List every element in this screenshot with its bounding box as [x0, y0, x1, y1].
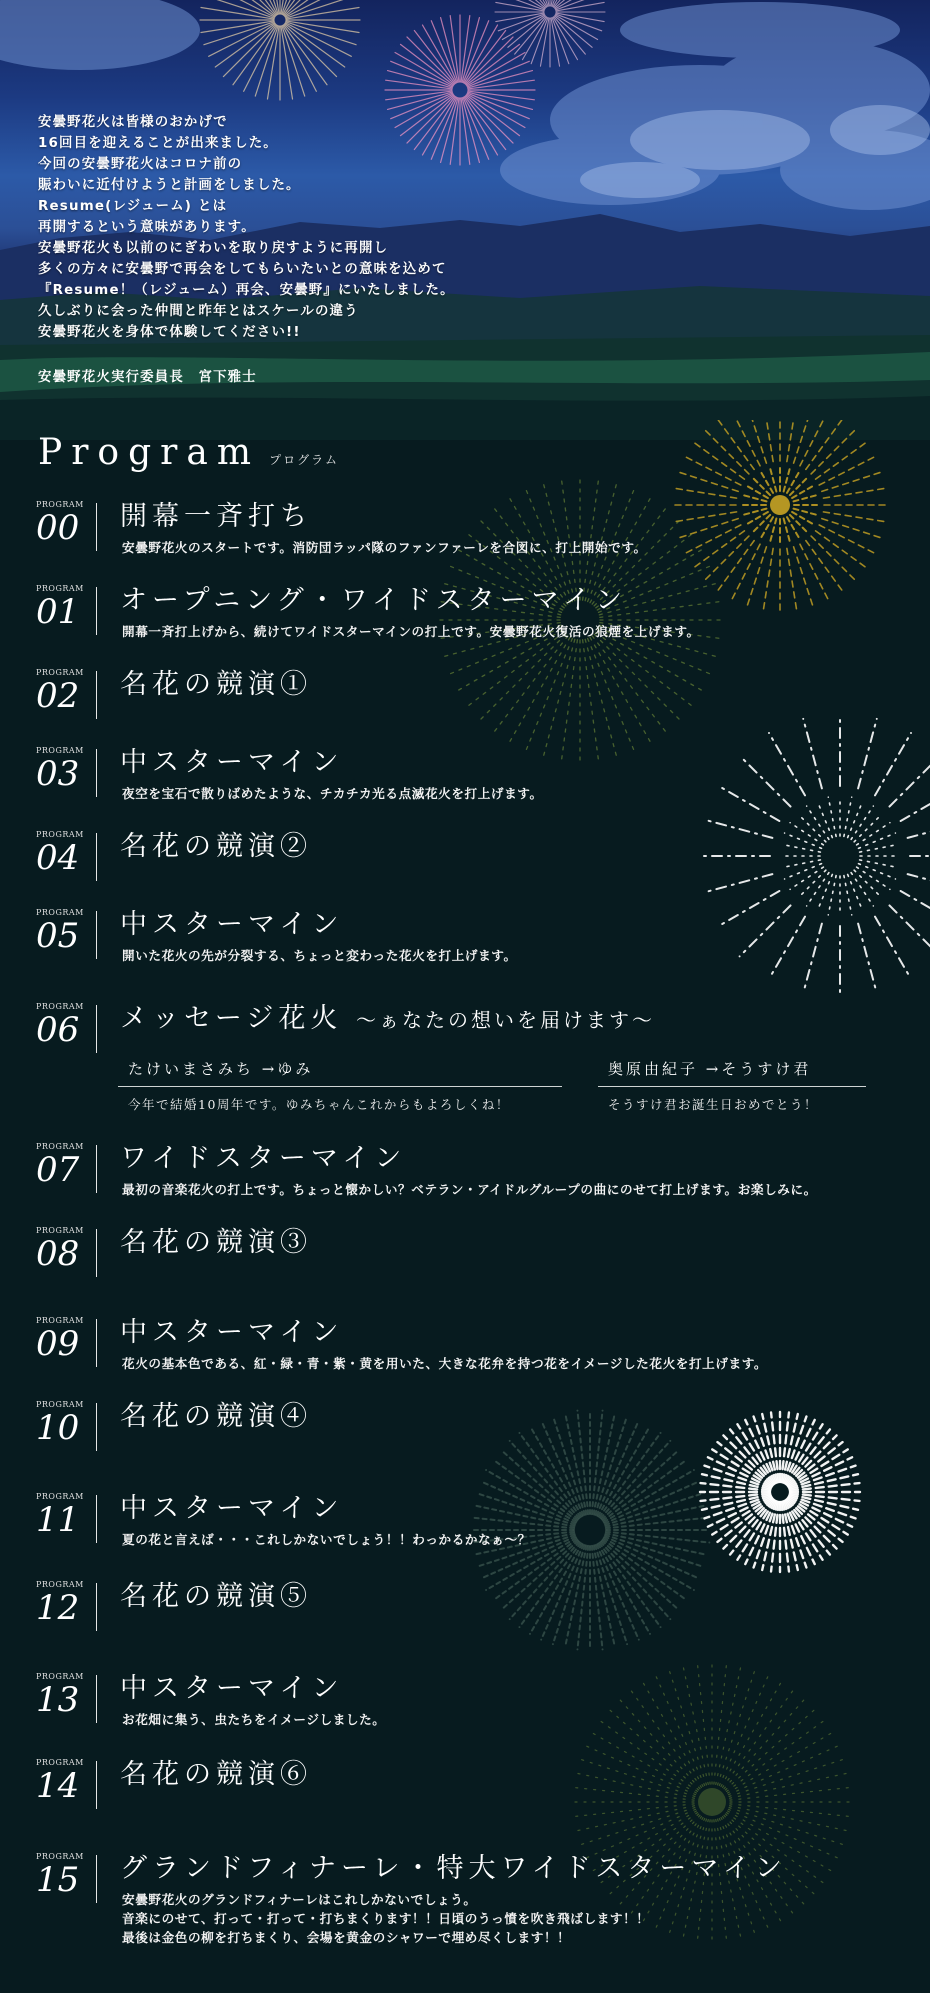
program-number — [36, 1672, 94, 1719]
greeting-line: 安曇野花火も以前のにぎわいを取り戻すように再開し — [38, 241, 389, 256]
program-number — [36, 1400, 94, 1447]
program-number — [36, 668, 94, 715]
divider — [96, 1495, 97, 1543]
program-heading-ja: プログラム — [269, 453, 339, 467]
program-number-value: 13 — [36, 1680, 80, 1720]
greeting-line: 『Resume！（レジューム）再会、安曇野』にいたしました。 — [38, 283, 455, 298]
program-description — [122, 1354, 767, 1373]
program-title-text: 名花の競演② — [120, 831, 312, 862]
divider — [96, 1675, 97, 1723]
program-title-text: オープニング・ワイドスターマイン — [120, 585, 628, 616]
program-number — [36, 584, 94, 631]
divider — [96, 1145, 97, 1193]
program-number-value: 11 — [36, 1500, 80, 1540]
program-label: PROGRAM — [36, 1142, 84, 1151]
program-title-text: 名花の競演⑤ — [120, 1581, 312, 1612]
program-description — [122, 1530, 531, 1549]
program-title-text: メッセージ花火 — [120, 1003, 343, 1034]
divider — [96, 1855, 97, 1903]
program-number-value: 12 — [36, 1588, 80, 1628]
program-number-value: 00 — [36, 508, 80, 548]
program-title-text: 開幕一斉打ち — [120, 501, 312, 532]
program-number — [36, 1492, 94, 1539]
program-label: PROGRAM — [36, 830, 84, 839]
program-label: PROGRAM — [36, 1580, 84, 1589]
program-number-value: 04 — [36, 838, 80, 878]
white-firework-icon — [698, 714, 930, 998]
program-label: PROGRAM — [36, 668, 84, 677]
program-title — [120, 1226, 312, 1260]
program-title — [120, 1492, 343, 1526]
program-number — [36, 746, 94, 793]
greeting-line: 安曇野花火を身体で体験してください!! — [38, 325, 301, 340]
program-label: PROGRAM — [36, 746, 84, 755]
program-title — [120, 1002, 655, 1037]
program-number-value: 05 — [36, 916, 80, 956]
program-description-line: 開幕一斉打上げから、続けてワイドスターマインの打上です。安曇野花火復活の狼煙を上げます。 — [122, 624, 700, 639]
program-number — [36, 1852, 94, 1899]
program-label: PROGRAM — [36, 1316, 84, 1325]
greeting-line: 16回目を迎えることが出来ました。 — [38, 136, 278, 151]
greeting-line: 賑わいに近付けようと計画をしました。 — [38, 178, 301, 193]
program-label: PROGRAM — [36, 1002, 84, 1011]
program-description-line: 安曇野花火のグランドフィナーレはこれしかないでしょう。 — [122, 1892, 477, 1907]
message-card — [598, 1058, 866, 1113]
greeting-line: Resume(レジューム) とは — [38, 199, 228, 214]
program-description-line: 安曇野花火のスタートです。消防団ラッパ隊のファンファーレを合図に、打上開始です。 — [122, 540, 647, 555]
greeting-line: 多くの方々に安曇野で再会をしてもらいたいとの意味を込めて — [38, 262, 447, 277]
program-title-text: 中スターマイン — [120, 1493, 344, 1524]
program-title — [120, 1672, 343, 1706]
divider — [118, 1086, 562, 1087]
program-description — [122, 1710, 386, 1729]
greeting-line: 今回の安曇野花火はコロナ前の — [38, 157, 243, 172]
program-label: PROGRAM — [36, 1226, 84, 1235]
program-title — [120, 1400, 312, 1434]
greeting-line: 再開するという意味があります。 — [38, 220, 256, 235]
program-number-value: 10 — [36, 1408, 80, 1448]
divider — [96, 1761, 97, 1809]
message-to: 奥原由紀子 →そうすけ君 — [608, 1060, 812, 1078]
signature: 安曇野花火実行委員長 宮下雅士 — [38, 370, 257, 385]
divider — [96, 671, 97, 719]
program-label: PROGRAM — [36, 584, 84, 593]
program-title — [120, 1316, 343, 1350]
program-description-line: 最後は金色の柳を打ちまくり、会場を黄金のシャワーで埋め尽くします！！ — [122, 1930, 571, 1945]
program-number-value: 07 — [36, 1150, 80, 1190]
program-number — [36, 1226, 94, 1273]
program-label: PROGRAM — [36, 1852, 84, 1861]
program-heading — [38, 432, 339, 473]
message-body: そうすけ君お誕生日おめでとう！ — [608, 1097, 819, 1112]
program-description-line: 最初の音楽花火の打上です。ちょっと懐かしい？ベテラン・アイドルグループの曲にのせて打上げます。お楽しみに。 — [122, 1182, 817, 1197]
divider — [96, 749, 97, 797]
program-title — [120, 830, 312, 864]
program-label: PROGRAM — [36, 1400, 84, 1409]
program-title — [120, 746, 343, 780]
greeting-line: 久しぶりに会った仲間と昨年とはスケールの違う — [38, 304, 359, 319]
program-label: PROGRAM — [36, 500, 84, 509]
program-number — [36, 830, 94, 877]
program-label: PROGRAM — [36, 908, 84, 917]
program-number — [36, 1580, 94, 1627]
program-title — [120, 500, 312, 534]
program-description-line: 花火の基本色である、紅・緑・青・紫・黄を用いた、大きな花弁を持つ花をイメージした花火を打上げます。 — [122, 1356, 768, 1371]
program-description — [122, 946, 517, 965]
program-number-value: 14 — [36, 1766, 80, 1806]
divider — [96, 911, 97, 959]
program-label: PROGRAM — [36, 1758, 84, 1767]
program-number — [36, 1142, 94, 1189]
divider — [96, 1005, 97, 1053]
program-title — [120, 1142, 406, 1176]
program-description — [122, 784, 543, 803]
program-number-value: 01 — [36, 592, 80, 632]
program-description-line: 夏の花と言えば・・・これしかないでしょう！！わっかるかなぁ〜？ — [122, 1532, 531, 1547]
program-description-line: 音楽にのせて、打って・打って・打ちまくります！！日頃のうっ憤を吹き飛ばします！！ — [122, 1911, 650, 1926]
program-label: PROGRAM — [36, 1492, 84, 1501]
program-description-line: 開いた花火の先が分裂する、ちょっと変わった花火を打上げます。 — [122, 948, 517, 963]
program-number-value: 08 — [36, 1234, 80, 1274]
program-title-text: 名花の競演① — [120, 669, 312, 700]
hero-banner — [0, 0, 930, 440]
divider — [598, 1086, 866, 1087]
green-firework-icon — [440, 480, 720, 760]
program-number-value: 09 — [36, 1324, 80, 1364]
program-description — [122, 1180, 817, 1199]
program-title-text: 中スターマイン — [120, 1317, 344, 1348]
divider — [96, 1583, 97, 1631]
program-number — [36, 500, 94, 547]
program-label: PROGRAM — [36, 1672, 84, 1681]
program-description — [122, 622, 700, 641]
program-description — [122, 1890, 650, 1947]
divider — [96, 503, 97, 551]
divider — [96, 1229, 97, 1277]
program-number — [36, 1758, 94, 1805]
program-title-text: 名花の競演⑥ — [120, 1759, 312, 1790]
program-title-text: 名花の競演④ — [120, 1401, 312, 1432]
greeting-message — [38, 112, 598, 343]
program-title-text: ワイドスターマイン — [120, 1143, 407, 1174]
divider — [96, 587, 97, 635]
program-title-text: 名花の競演③ — [120, 1227, 312, 1258]
white-firework-icon — [700, 1412, 860, 1572]
message-card — [118, 1058, 562, 1113]
program-title-text: 中スターマイン — [120, 1673, 344, 1704]
program-title — [120, 668, 312, 702]
message-body: 今年で結婚10周年です。ゆみちゃんこれからもよろしくね！ — [128, 1097, 510, 1112]
greeting-line: 安曇野花火は皆様のおかげで — [38, 115, 228, 130]
program-title — [120, 908, 343, 942]
program-number-value: 15 — [36, 1860, 80, 1900]
program-title — [120, 1580, 312, 1614]
program-number-value: 03 — [36, 754, 80, 794]
program-title — [120, 1852, 787, 1886]
program-description-line: 夜空を宝石で散りばめたような、チカチカ光る点滅花火を打上げます。 — [122, 786, 543, 801]
divider — [96, 833, 97, 881]
divider — [96, 1319, 97, 1367]
program-number — [36, 1316, 94, 1363]
program-title-text: 中スターマイン — [120, 747, 344, 778]
program-title — [120, 584, 627, 618]
program-subtitle: 〜ぁなたの想いを届けます〜 — [355, 1008, 655, 1032]
program-description-line: お花畑に集う、虫たちをイメージしました。 — [122, 1712, 386, 1727]
program-number-value: 06 — [36, 1010, 80, 1050]
message-to: たけいまさみち →ゆみ — [128, 1060, 314, 1078]
program-number-value: 02 — [36, 676, 80, 716]
program-description — [122, 538, 647, 557]
program-title-text: 中スターマイン — [120, 909, 344, 940]
program-number — [36, 1002, 94, 1049]
gold-firework-icon — [674, 420, 886, 611]
program-heading-en: Program — [38, 432, 260, 473]
program-title — [120, 1758, 312, 1792]
program-number — [36, 908, 94, 955]
divider — [96, 1403, 97, 1451]
program-title-text: グランドフィナーレ・特大ワイドスターマイン — [120, 1853, 787, 1884]
